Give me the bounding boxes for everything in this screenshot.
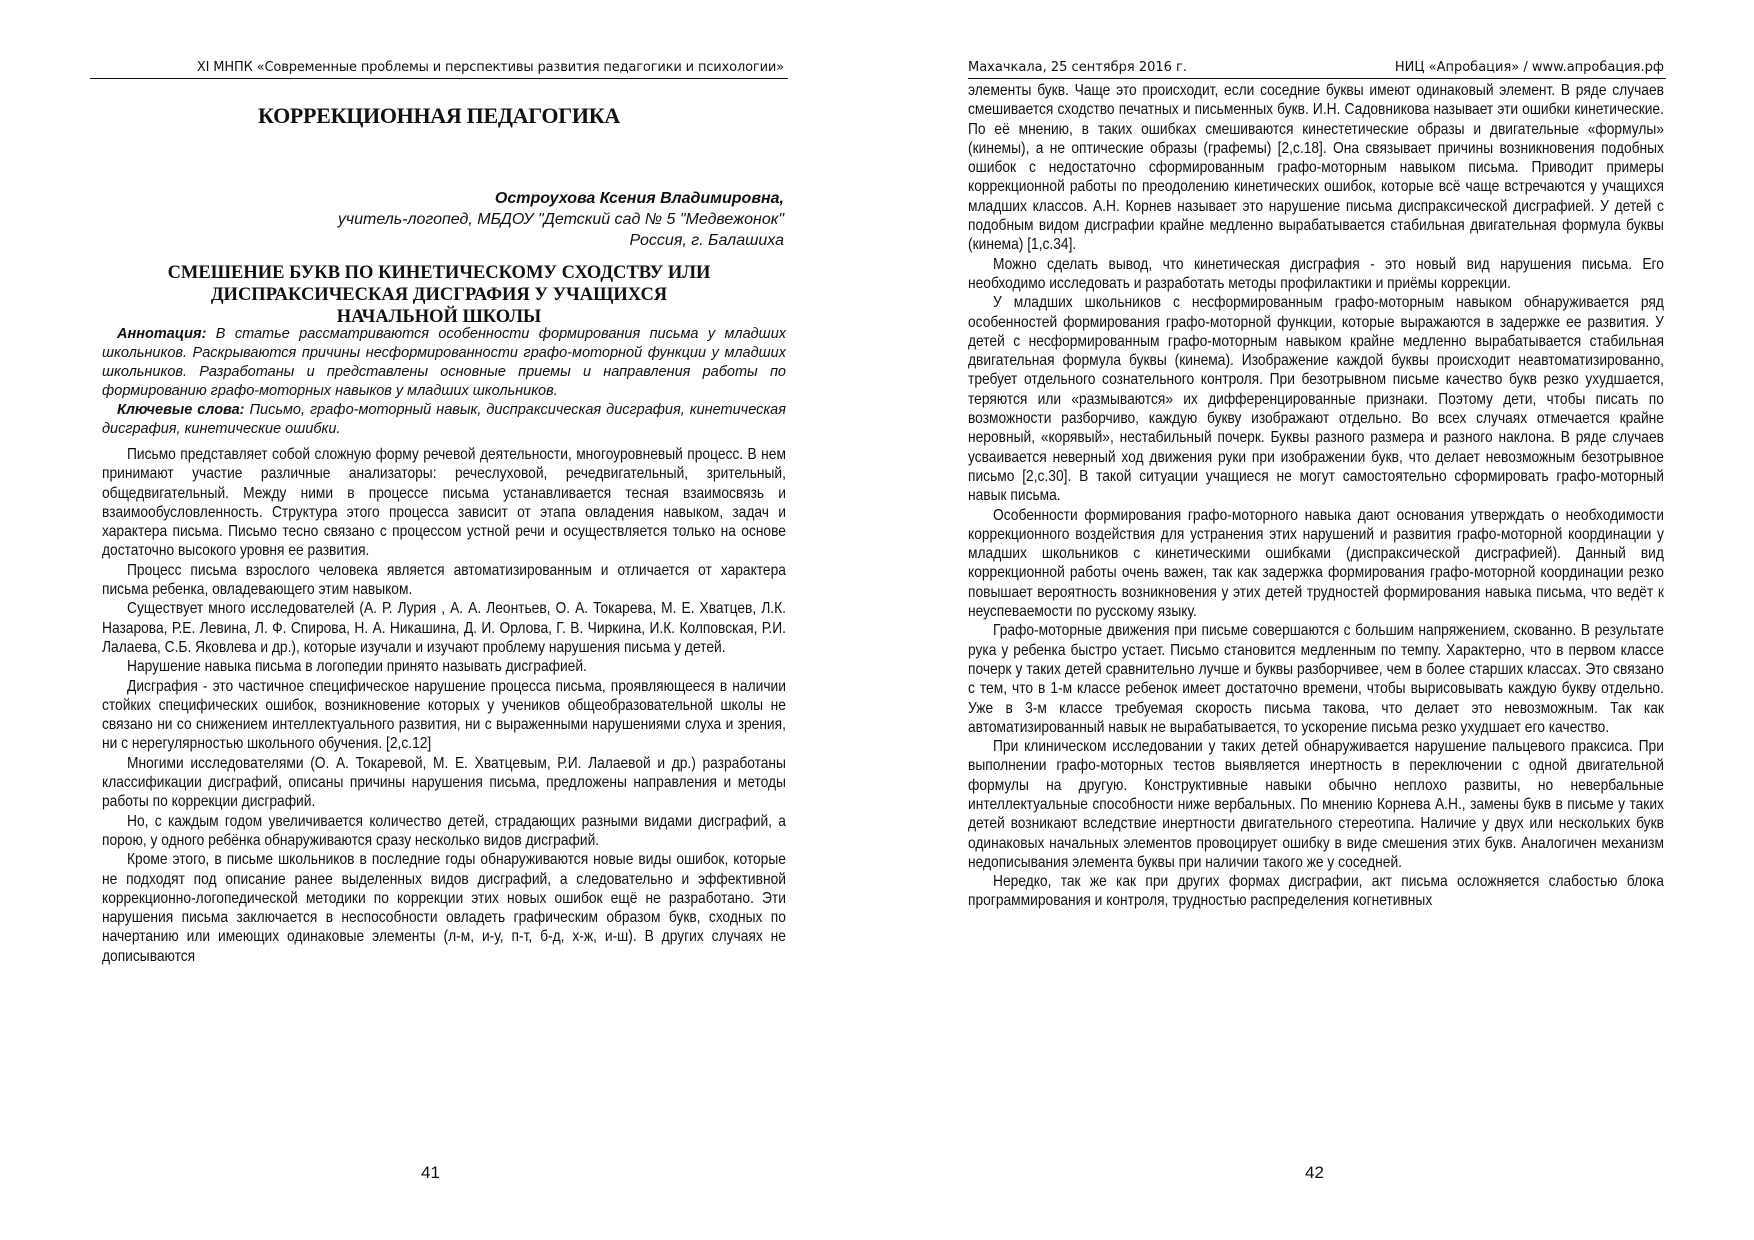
article-title-line: НАЧАЛЬНОЙ ШКОЛЫ [336, 307, 542, 327]
paragraph: Существует много исследователей (А. Р. Лурия , А. А. Леонтьев, О. А. Токарева, М. Е. Хватцев, Л.К. Назарова, Р.Е. Левина, Л. Ф. Спирова, Н. А. Никашина, Д. И. Орлова, Г. В. Чиркина, И.К. Колповская, Р.И. Лалаева, С.Б. Яковлева и др.), которые изучали и изучают проблему нарушения письма у детей. [102, 600, 786, 656]
right-page [968, 0, 1666, 1240]
paragraph: При клиническом исследовании у таких детей обнаруживается нарушение пальцевого праксиса. При выполнении графо-моторных тестов выявляется инертность в переключении с одной двигательной формулы на другую. Конструктивные навыки обычно неплохо развиты, но невербальные интеллектуальные способности ниже вербальных. По мнению Корнева А.Н., замены букв в письме у таких детей возникают вследствие инертности двигательного стереотипа. Наличие у двух или нескольких букв одинаковых начальных элементов провоцирует ошибку в виде смешения этих букв. Аналогичен механизм недописывания элемента буквы при наличии такого же у соседней. [968, 738, 1664, 871]
body-text [968, 81, 1664, 911]
paragraph: Процесс письма взрослого человека является автоматизированным и отличается от характера письма ребенка, овладевающего этим навыком. [102, 561, 786, 599]
annotation [102, 325, 786, 401]
page-number: 41 [421, 1163, 440, 1182]
keywords-text: Письмо, графо-моторный навык, диспраксическая дисграфия, кинетическая дисграфия, кинетические ошибки. [102, 402, 786, 437]
paragraph: Нередко, так же как при других формах дисграфии, акт письма осложняется слабостью блока программирования и контроля, трудностью распределения когнетивных [968, 873, 1664, 910]
abstract-block [102, 325, 786, 439]
paragraph: Кроме этого, в письме школьников в последние годы обнаруживаются новые виды ошибок, которые не подходят под описание ранее выделенных видов дисграфий, а следовательно и эффективной коррекционно-логопедической методики по коррекции этих новых ошибок ещё не разработано. Эти нарушения письма заключается в неспособности овладеть графическим образом букв, сходных по начертанию или имеющих одинаковые элементы (л-м, и-у, п-т, б-д, х-ж, и-ш). В других случаях не дописываются [102, 851, 786, 965]
header-publisher: НИЦ «Апробация» / www.апробация.рф [1394, 60, 1664, 75]
paragraph: Но, с каждым годом увеличивается количество детей, страдающих разными видами дисграфий, а порою, у одного ребёнка обнаруживаются сразу несколько видов дисграфий. [102, 812, 786, 849]
article-title [90, 262, 788, 328]
body-text [102, 445, 786, 966]
running-header [90, 58, 788, 79]
paragraph: Особенности формирования графо-моторного навыка дают основания утверждать о необходимости коррекционного воздействия для устранения этих нарушений и развития графо-моторной координации у младших школьников с кинетическими ошибками (диспраксической дисграфией). Данный вид коррекционной работы очень важен, так как задержка формирования графо-моторной координации резко повышает вероятность возникновения у этих детей трудностей формирования навыка письма, что ведёт к неуспеваемости по русскому языку. [968, 506, 1664, 621]
author-location: Россия, г. Балашиха [629, 232, 784, 249]
paragraph: Многими исследователями (О. А. Токаревой, М. Е. Хватцевым, Р.И. Лалаевой и др.) разработаны классификации дисграфий, описаны причины нарушения письма, предложены направления и методы работы по коррекции дисграфий. [102, 754, 786, 811]
paragraph: элементы букв. Чаще это происходит, если соседние буквы имеют одинаковый элемент. В ряде случаев смешивается сходство печатных и письменных букв. И.Н. Садовникова называет эти ошибки кинетические. По её мнению, в таких ошибках смешиваются кинестетические образы и двигательные «формулы» (кинемы), а не оптические образы (графемы) [2,с.18]. Она связывает причины возникновения подобных ошибок с недостаточно сформированным графо-моторным навыком письма. Приводит примеры коррекционной работы по преодолению кинетических ошибок, которые всё чаще встречаются у учащихся младших классов. А.Н. Корнев называет это нарушение письма диспраксической дисграфией. У детей с подобным видом дисграфии крайне медленно вырабатывается стабильная двигательная формула буквы (кинема) [1,с.34]. [968, 82, 1664, 254]
keywords-label: Ключевые слова: [117, 402, 245, 418]
author-name: Остроухова Ксения Владимировна, [494, 190, 784, 207]
article-title-line: ДИСПРАКСИЧЕСКАЯ ДИСГРАФИЯ У УЧАЩИХСЯ [210, 285, 668, 305]
paragraph: Дисграфия - это частичное специфическое нарушение процесса письма, проявляющееся в наличии стойких специфических ошибок, возникновение которых у учеников общеобразовательной школы не связано ни со снижением интеллектуального развития, ни с выраженными нарушениями слуха и зрения, ни с нерегулярностью школьного обучения. [2,с.12] [102, 677, 786, 753]
paragraph: Можно сделать вывод, что кинетическая дисграфия - это новый вид нарушения письма. Его необходимо исследовать и разработать методы профилактики и приёмы коррекции. [968, 255, 1664, 292]
annotation-text: В статье рассматриваются особенности формирования письма у младших школьников. Раскрываются причины несформированности графо-моторной функции у младших школьников. Разработаны и представлены основные приемы и направления работы по формированию графо-моторных навыков у младших школьников. [102, 326, 787, 399]
section-title: КОРРЕКЦИОННАЯ ПЕДАГОГИКА [258, 103, 620, 128]
conference-title: XI МНПК «Современные проблемы и перспективы развития педагогики и психологии» [196, 60, 784, 75]
paragraph: Графо-моторные движения при письме совершаются с большим напряжением, скованно. В результате рука у ребенка быстро устает. Письмо становится медленным по темпу. Характерно, что в первом классе почерк у таких детей сравнительно лучше и буквы разборчивее, чем в более старших классах. Это связано с тем, что в 1-м классе ребенок имеет достаточно времени, чтобы вырисовывать каждую букву отдельно. Уже в 3-м классе требуемая скорость письма такова, что делает это невозможным. Так как автоматизированный навык не вырабатывается, то ускорение письма резко ухудшает его качество. [968, 622, 1664, 736]
header-place-date: Махачкала, 25 сентября 2016 г. [968, 60, 1187, 75]
paragraph: У младших школьников с несформированным графо-моторным навыком обнаруживается ряд особенностей формирования графо-моторной функции, которые выражаются в задержке ее развития. У детей с несформированным графо-моторным навыком крайне медленно вырабатывается стабильная двигательная формула буквы (кинема). Изображение каждой буквы происходит неавтоматизированно, требует отдельного сознательного контроля. При безотрывном письме качество букв резко ухудшается, теряются или «размываются» их дифференцированные признаки. Поэтому дети, чтобы писать по возможности разборчиво, каждую букву изображают отдельно. Во всех случаях отмечается крайне неровный, «корявый», нестабильный почерк. Буквы разного размера и разного наклона. В ряде случаев усваивается неверный ход движения руки при изображении букв, что делает невозможным безотрывное письмо [2,с.30]. В такой ситуации учащиеся не могут самостоятельно сформировать графо-моторный навык письма. [968, 294, 1664, 505]
keywords [102, 401, 786, 439]
author-position: учитель-логопед, МБДОУ "Детский сад № 5 "Медвежонок" [337, 211, 784, 228]
article-title-line: СМЕШЕНИЕ БУКВ ПО КИНЕТИЧЕСКОМУ СХОДСТВУ ИЛИ [167, 263, 711, 283]
paragraph: Письмо представляет собой сложную форму речевой деятельности, многоуровневый процесс. В нем принимают участие различные анализаторы: речеслуховой, речедвигательный, зрительный, общедвигательный. Между ними в процессе письма устанавливается тесная взаимосвязь и взаимообусловленность. Структура этого процесса зависит от этапа овладения навыком, задач и характера письма. Письмо тесно связано с процессом устной речи и осуществляется только на основе достаточно высокого уровня ее развития. [102, 446, 786, 560]
left-page [90, 0, 788, 1240]
author-block [338, 188, 784, 251]
running-header [968, 58, 1666, 79]
annotation-label: Аннотация: [117, 326, 207, 342]
paragraph: Нарушение навыка письма в логопедии принято называть дисграфией. [126, 658, 587, 676]
page-number: 42 [1305, 1163, 1324, 1182]
